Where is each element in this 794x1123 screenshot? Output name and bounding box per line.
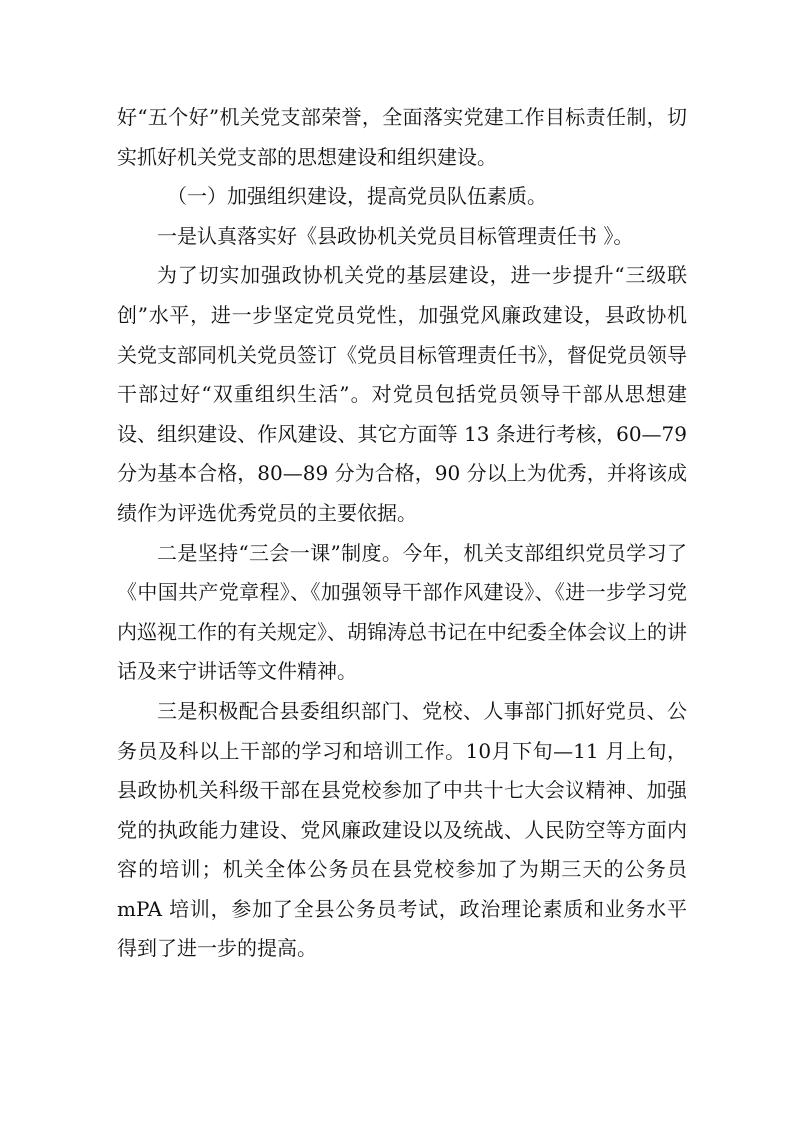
paragraph-item-one-title: 一是认真落实好《县政协机关党员目标管理责任书 》。: [157, 223, 634, 248]
document-body: [117, 98, 687, 969]
paragraph-continuation: 好“五个好”机关党支部荣誉，全面落实党建工作目标责任制，切实抓好机关党支部的思想建设和组织建设。: [117, 105, 687, 169]
paragraph-item-one-body: 为了切实加强政协机关党的基层建设，进一步提升“三级联创”水平，进一步坚定党员党性，加强党风廉政建设，县政协机关党支部同机关党员签订《党员目标管理责任书》，督促党员领导干部过好“双重组织生活”。对党员包括党员领导干部从思想建设、组织建设、作风建设、其它方面等 13 条进行考核，60—79 分为基本合格，80—89 分为合格，90 分以上为优秀，并将该成绩作为评选优秀党员的主要依据。: [117, 263, 687, 525]
section-heading: （一）加强组织建设，提高党员队伍素质。: [167, 184, 547, 209]
paragraph-item-three: 三是积极配合县委组织部门、党校、人事部门抓好党员、公务员及科以上干部的学习和培训工作。10月下旬—11 月上旬，县政协机关科级干部在县党校参加了中共十七大会议精神、加强党的执政能力建设、党风廉政建设以及统战、人民防空等方面内容的培训；机关全体公务员在县党校参加了为期三天的公务员 mPA 培训，参加了全县公务员考试，政治理论素质和业务水平得到了进一步的提高。: [117, 698, 687, 961]
paragraph-item-two: 二是坚持“三会一课”制度。今年，机关支部组织党员学习了《中国共产党章程》、《加强领导干部作风建设》、《进一步学习党内巡视工作的有关规定》、胡锦涛总书记在中纪委全体会议上的讲话及来宁讲话等文件精神。: [117, 540, 687, 684]
